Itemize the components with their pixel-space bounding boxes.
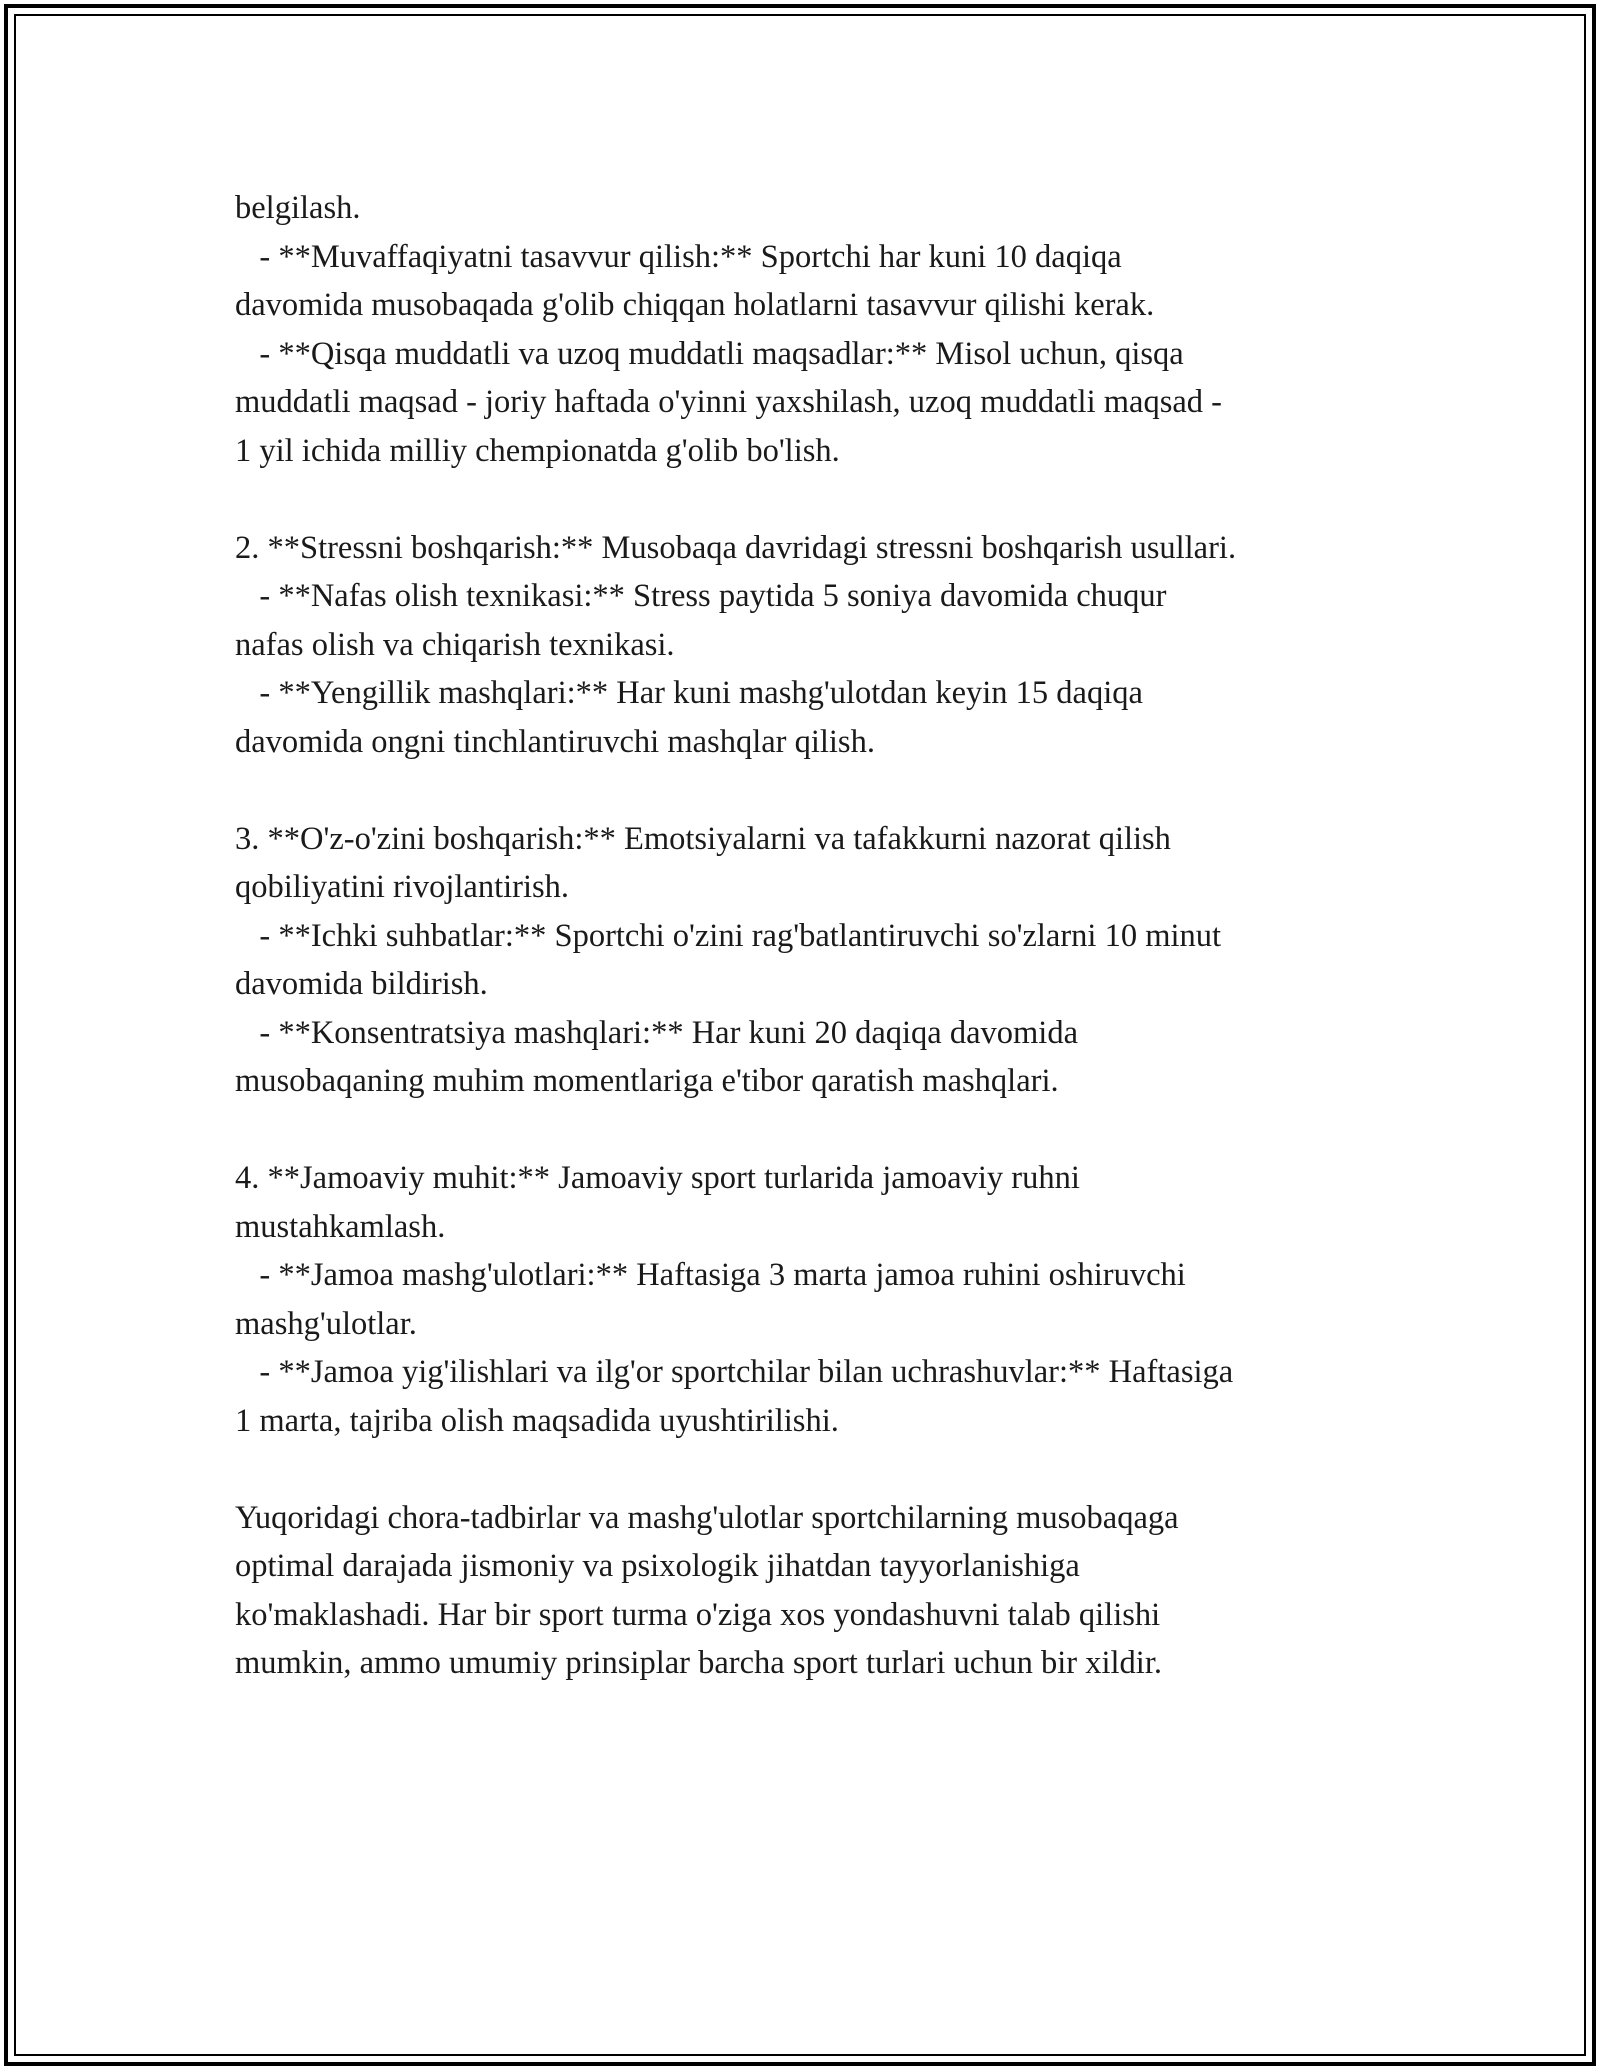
blank-line — [235, 475, 1395, 524]
text-line: davomida bildirish. — [235, 966, 488, 1002]
text-line: 4. **Jamoaviy muhit:** Jamoaviy sport turlarida jamoaviy ruhni — [235, 1160, 1080, 1196]
text-line: muddatli maqsad - joriy haftada o'yinni yaxshilash, uzoq muddatli maqsad - — [235, 384, 1222, 420]
text-line: - **Jamoa mashg'ulotlari:** Haftasiga 3 marta jamoa ruhini oshiruvchi — [235, 1257, 1186, 1293]
text-line: 2. **Stressni boshqarish:** Musobaqa davridagi stressni boshqarish usullari. — [235, 529, 1237, 566]
text-line: Yuqoridagi chora-tadbirlar va mashg'ulotlar sportchilarning musobaqaga — [235, 1499, 1179, 1536]
text-line: - **Konsentratsiya mashqlari:** Har kuni 20 daqiqa davomida — [235, 1014, 1079, 1051]
text-line: 3. **O'z-o'zini boshqarish:** Emotsiyalarni va tafakkurni nazorat qilish — [235, 820, 1171, 857]
blank-line — [235, 1106, 1395, 1155]
text-line: mashg'ulotlar. — [235, 1305, 417, 1342]
document-body — [235, 184, 1395, 1688]
text-line: 1 marta, tajriba olish maqsadida uyushtirilishi. — [235, 1402, 839, 1439]
text-line: - **Nafas olish texnikasi:** Stress paytida 5 soniya davomida chuqur — [235, 578, 1167, 614]
text-line: 1 yil ichida milliy chempionatda g'olib bo'lish. — [235, 432, 840, 469]
text-line: - **Jamoa yig'ilishlari va ilg'or sportchilar bilan uchrashuvlar:** Haftasiga — [235, 1354, 1234, 1390]
text-line: - **Ichki suhbatlar:** Sportchi o'zini rag'batlantiruvchi so'zlarni 10 minut — [235, 917, 1222, 954]
text-line: davomida musobaqada g'olib chiqqan holatlarni tasavvur qilishi kerak. — [235, 287, 1155, 323]
blank-line — [235, 1445, 1395, 1494]
text-line: musobaqaning muhim momentlariga e'tibor qaratish mashqlari. — [235, 1063, 1059, 1099]
blank-line — [235, 766, 1395, 815]
text-line: belgilash. — [235, 190, 361, 226]
text-line: - **Qisqa muddatli va uzoq muddatli maqsadlar:** Misol uchun, qisqa — [235, 335, 1184, 372]
text-line: davomida ongni tinchlantiruvchi mashqlar qilish. — [235, 723, 875, 760]
text-line: qobiliyatini rivojlantirish. — [235, 869, 569, 905]
text-line: mumkin, ammo umumiy prinsiplar barcha sport turlari uchun bir xildir. — [235, 1645, 1162, 1681]
text-line: nafas olish va chiqarish texnikasi. — [235, 626, 675, 663]
text-line: - **Muvaffaqiyatni tasavvur qilish:** Sportchi har kuni 10 daqiqa — [235, 238, 1122, 275]
text-line: - **Yengillik mashqlari:** Har kuni mashg'ulotdan keyin 15 daqiqa — [235, 675, 1143, 711]
text-line: mustahkamlash. — [235, 1208, 446, 1245]
text-line: ko'maklashadi. Har bir sport turma o'ziga xos yondashuvni talab qilishi — [235, 1596, 1161, 1633]
text-line: optimal darajada jismoniy va psixologik jihatdan tayyorlanishiga — [235, 1548, 1080, 1584]
